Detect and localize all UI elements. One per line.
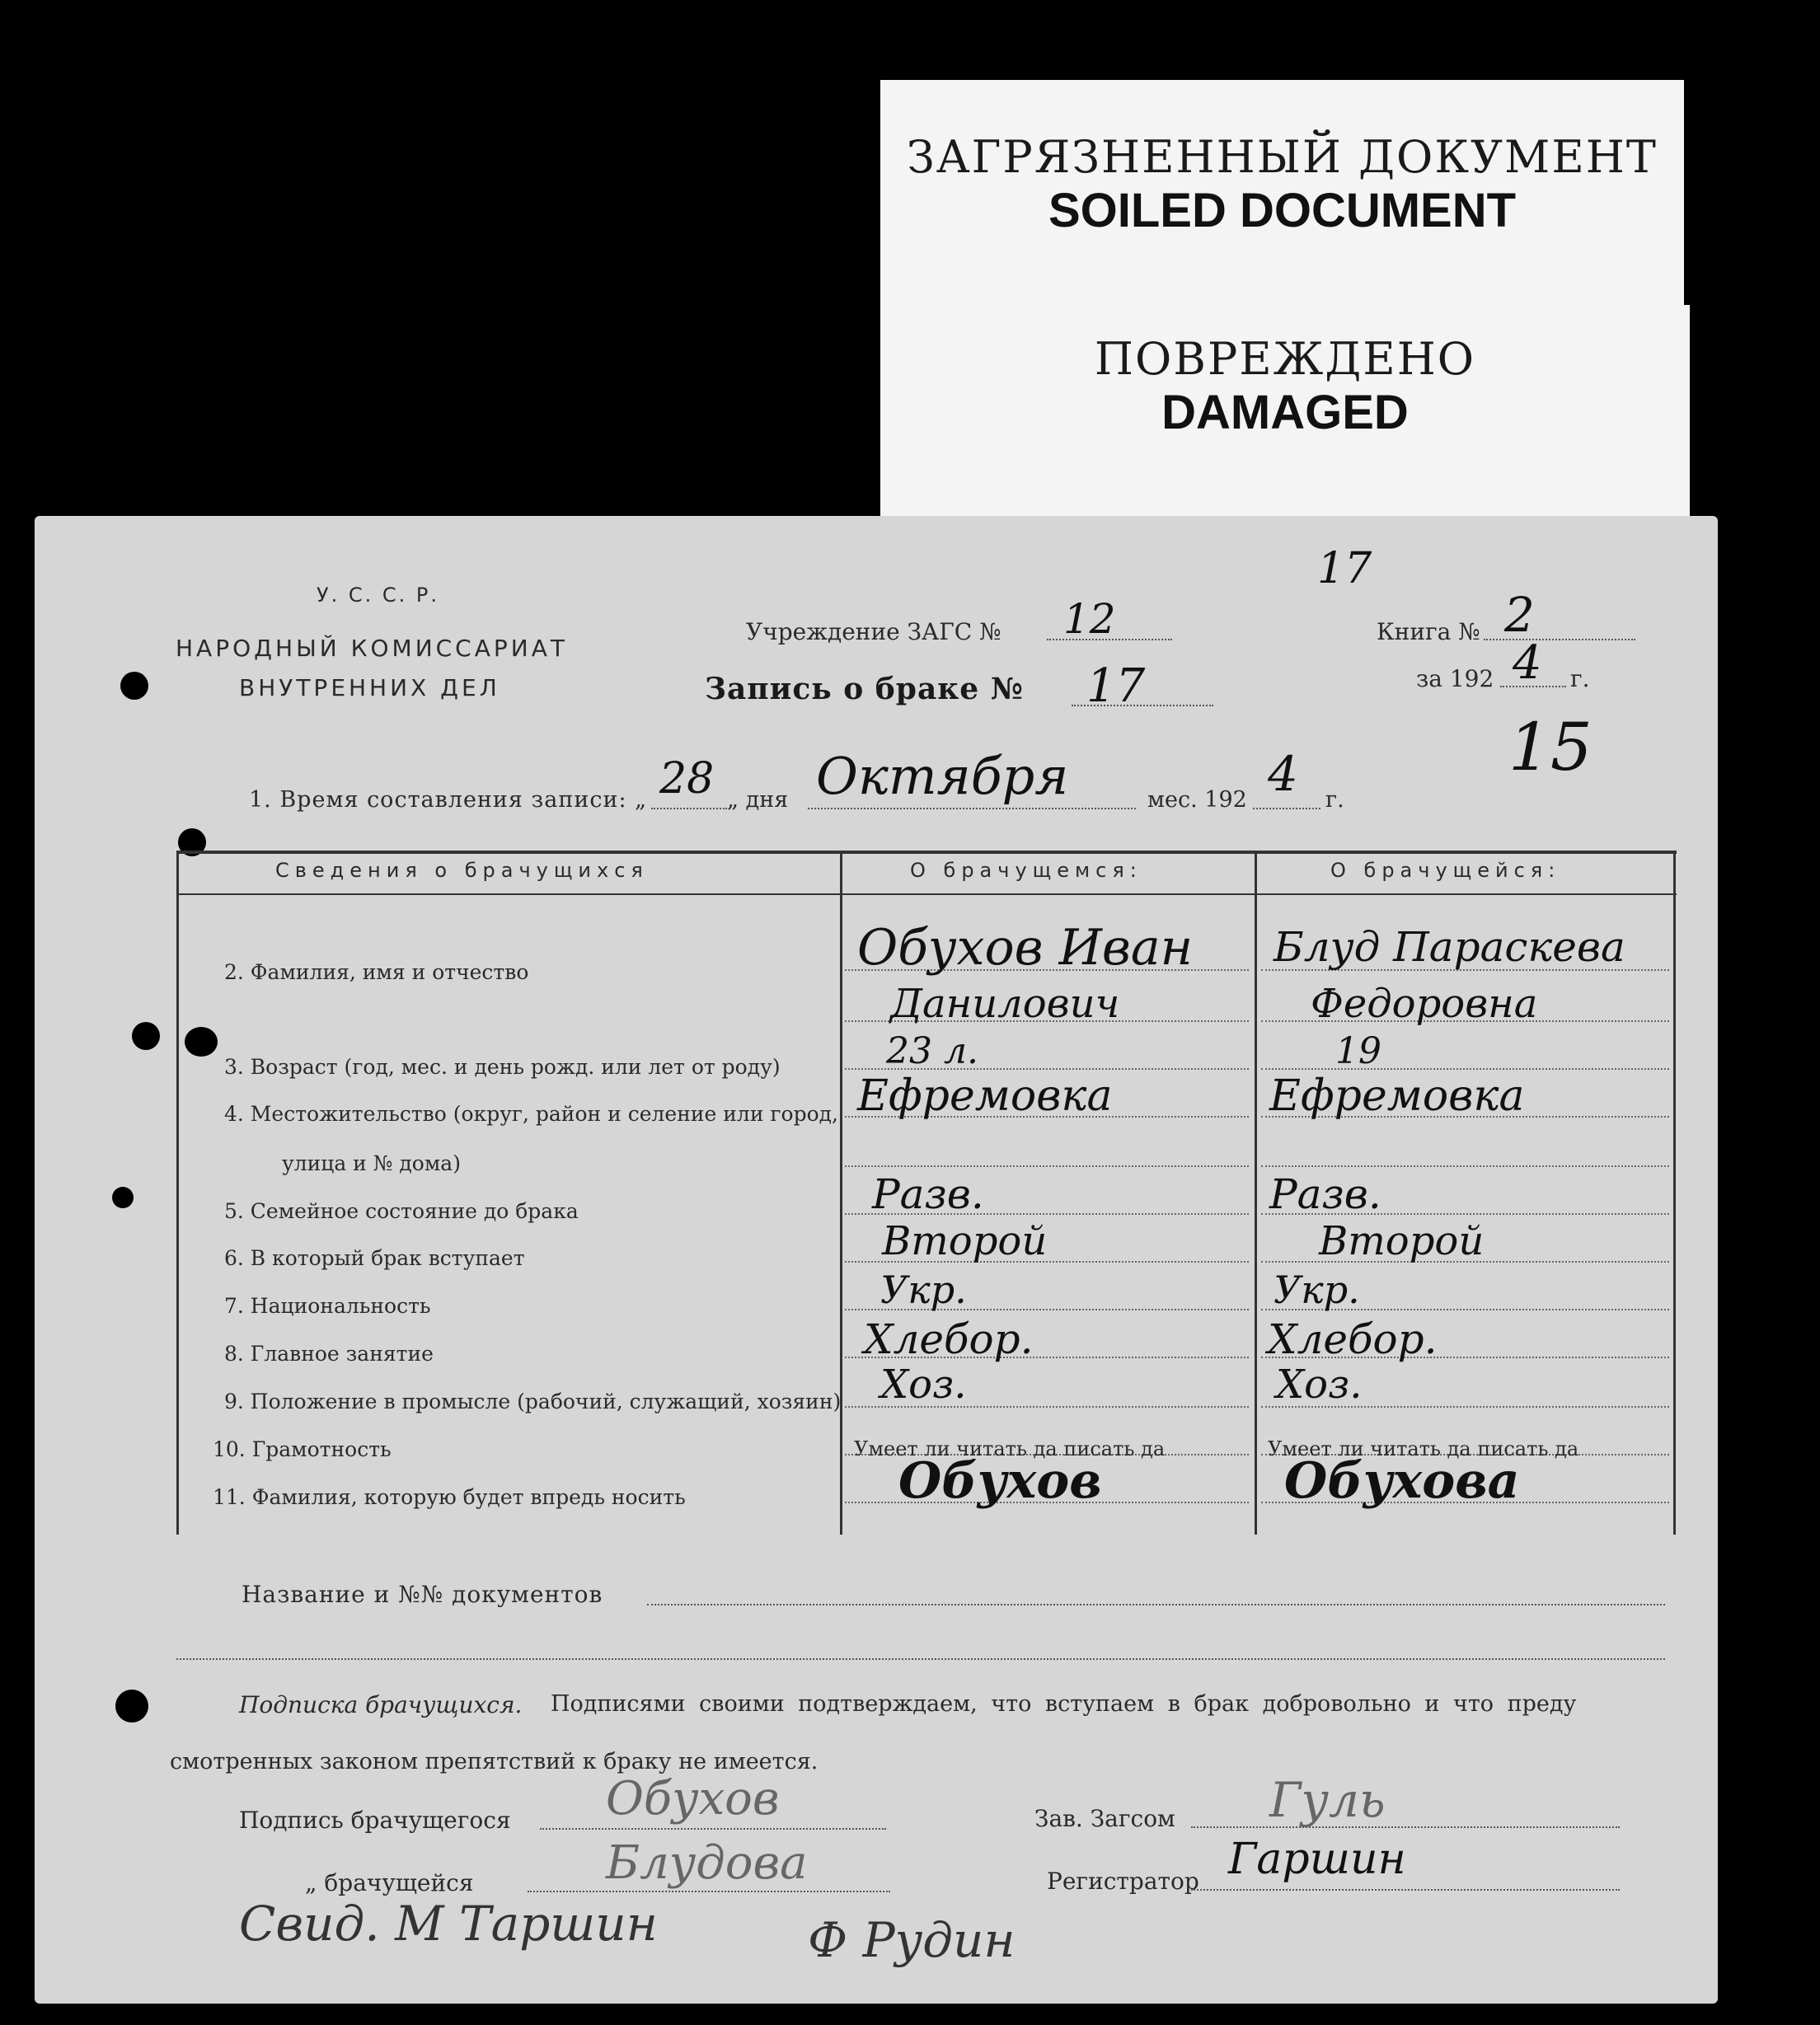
row-label-marriage-count: 6. В который брак вступает xyxy=(224,1246,525,1270)
bride-position: Хоз. xyxy=(1276,1362,1363,1408)
year-label: за 192 xyxy=(1416,665,1494,692)
row-line xyxy=(845,1165,1249,1167)
punch-hole xyxy=(132,1022,160,1050)
head-signature: Гуль xyxy=(1269,1772,1386,1828)
record-number: 17 xyxy=(1086,659,1146,713)
row-label-literacy: 10. Грамотность xyxy=(213,1437,392,1461)
day-suffix: „ дня xyxy=(727,787,789,813)
record-month: Октября xyxy=(816,746,1069,806)
record-title: Запись о браке № xyxy=(705,672,1024,706)
col-header-bride: О брачущейся: xyxy=(1330,859,1561,882)
bride-marital: Разв. xyxy=(1269,1170,1381,1218)
record-year: 4 xyxy=(1268,746,1298,802)
groom-signature-line xyxy=(540,1828,886,1830)
day-line xyxy=(651,808,727,809)
groom-name: Обухов Иван xyxy=(857,919,1194,977)
year-suffix: г. xyxy=(1570,665,1590,692)
row-label-name: 2. Фамилия, имя и отчество xyxy=(224,960,529,984)
book-label: Книга № xyxy=(1377,618,1480,645)
month-label: мес. 192 xyxy=(1147,787,1247,813)
row-label-age: 3. Возраст (год, мес. и день рожд. или лет от роду) xyxy=(224,1055,781,1079)
groom-marriage-count: Второй xyxy=(882,1218,1048,1264)
col-header-info: Сведения о брачущихся xyxy=(275,859,649,882)
groom-future-surname: Обухов xyxy=(898,1452,1102,1510)
table-col-divider xyxy=(840,851,842,1535)
groom-marital: Разв. xyxy=(872,1170,984,1218)
month-line xyxy=(808,808,1136,809)
head-label: Зав. Загсом xyxy=(1034,1805,1175,1832)
row-label-nationality: 7. Национальность xyxy=(224,1294,431,1318)
bride-marriage-count: Второй xyxy=(1319,1218,1485,1264)
row-label-marital: 5. Семейное состояние до брака xyxy=(224,1199,579,1223)
row-label-position: 9. Положение в промысле (рабочий, служащий, хозяин) xyxy=(224,1390,842,1413)
registrar-signature: Гаршин xyxy=(1228,1835,1406,1884)
table-left-border xyxy=(176,851,179,1535)
soiled-label-ru: ЗАГРЯЗНЕННЫЙ ДОКУМЕНТ xyxy=(907,131,1658,183)
groom-nationality: Укр. xyxy=(880,1268,967,1312)
bride-age: 19 xyxy=(1335,1030,1381,1072)
bride-signature-line xyxy=(528,1891,890,1892)
bride-signature: Блудова xyxy=(606,1836,808,1890)
row-line xyxy=(1261,1165,1669,1167)
groom-occupation: Хлебор. xyxy=(864,1315,1034,1363)
consent-text-line2: смотренных законом препятствий к браку не имеется. xyxy=(170,1749,819,1774)
bride-name: Блуд Параскева xyxy=(1274,923,1625,971)
row-label-street: улица и № дома) xyxy=(282,1151,461,1175)
zags-label: Учреждение ЗАГС № xyxy=(746,618,1001,645)
bride-occupation: Хлебор. xyxy=(1268,1315,1438,1363)
witness-signature-2: Ф Рудин xyxy=(808,1912,1016,1968)
registrar-label: Регистратор xyxy=(1047,1868,1199,1895)
table-top-border xyxy=(176,851,1677,854)
row-label-residence: 4. Местожительство (округ, район и селение или город, xyxy=(224,1102,838,1126)
row-line xyxy=(1261,1068,1669,1070)
punch-hole xyxy=(120,672,148,700)
internal-affairs-heading: ВНУТРЕННИХ ДЕЛ xyxy=(239,674,500,701)
row-label-occupation: 8. Главное занятие xyxy=(224,1342,434,1366)
zags-number: 12 xyxy=(1063,595,1116,643)
punch-hole xyxy=(115,1690,148,1723)
punch-hole xyxy=(112,1187,134,1208)
record-year-suffix: г. xyxy=(1325,787,1344,813)
table-right-border xyxy=(1673,851,1676,1535)
damaged-label xyxy=(880,305,1690,527)
soiled-document-label xyxy=(880,80,1684,311)
damaged-label-ru: ПОВРЕЖДЕНО xyxy=(1094,333,1476,385)
row-label-surname: 11. Фамилия, которую будет впредь носить xyxy=(213,1485,686,1509)
groom-signature-label: Подпись брачущегося xyxy=(239,1807,511,1834)
groom-patronymic: Данилович xyxy=(890,981,1120,1027)
year-number: 4 xyxy=(1513,636,1542,690)
table-header-border xyxy=(176,893,1677,895)
groom-position: Хоз. xyxy=(880,1362,967,1408)
bride-future-surname: Обухова xyxy=(1284,1452,1520,1510)
registrar-signature-line xyxy=(1191,1889,1620,1891)
damaged-label-en: DAMAGED xyxy=(1161,386,1409,439)
documents-line-2 xyxy=(176,1658,1665,1660)
documents-line xyxy=(647,1604,1665,1605)
groom-signature: Обухов xyxy=(606,1772,780,1826)
consent-text-line1: Подписями своими подтверждаем, что вступаем в брак добровольно и что преду xyxy=(551,1691,1577,1717)
witness-signature-1: Свид. М Таршин xyxy=(239,1896,658,1952)
bride-residence: Ефремовка xyxy=(1269,1071,1525,1121)
page-number: 15 xyxy=(1508,709,1592,785)
groom-residence: Ефремовка xyxy=(857,1071,1113,1121)
soiled-label-en: SOILED DOCUMENT xyxy=(1048,184,1517,237)
bride-nationality: Укр. xyxy=(1274,1268,1360,1312)
groom-age: 23 л. xyxy=(886,1030,978,1072)
record-year-line xyxy=(1253,808,1320,809)
col-header-groom: О брачущемся: xyxy=(910,859,1142,882)
bride-patronymic: Федоровна xyxy=(1311,981,1538,1027)
commissariat-heading: НАРОДНЫЙ КОМИССАРИАТ xyxy=(176,635,568,662)
documents-label: Название и №№ документов xyxy=(242,1581,603,1608)
bride-literacy: Умеет ли читать да писать да xyxy=(1268,1437,1579,1460)
corner-mark: 17 xyxy=(1317,544,1372,593)
record-day: 28 xyxy=(659,754,715,804)
groom-literacy: Умеет ли читать да писать да xyxy=(854,1437,1166,1460)
consent-title: Подписка брачущихся. xyxy=(239,1691,523,1718)
time-label: 1. Время составления записи: „ xyxy=(249,787,648,813)
ussr-heading: У. С. С. Р. xyxy=(317,584,440,607)
table-col-divider xyxy=(1255,851,1257,1535)
bride-signature-label: „ брачущейся xyxy=(305,1869,474,1896)
book-number: 2 xyxy=(1504,587,1535,643)
head-signature-line xyxy=(1191,1826,1620,1828)
